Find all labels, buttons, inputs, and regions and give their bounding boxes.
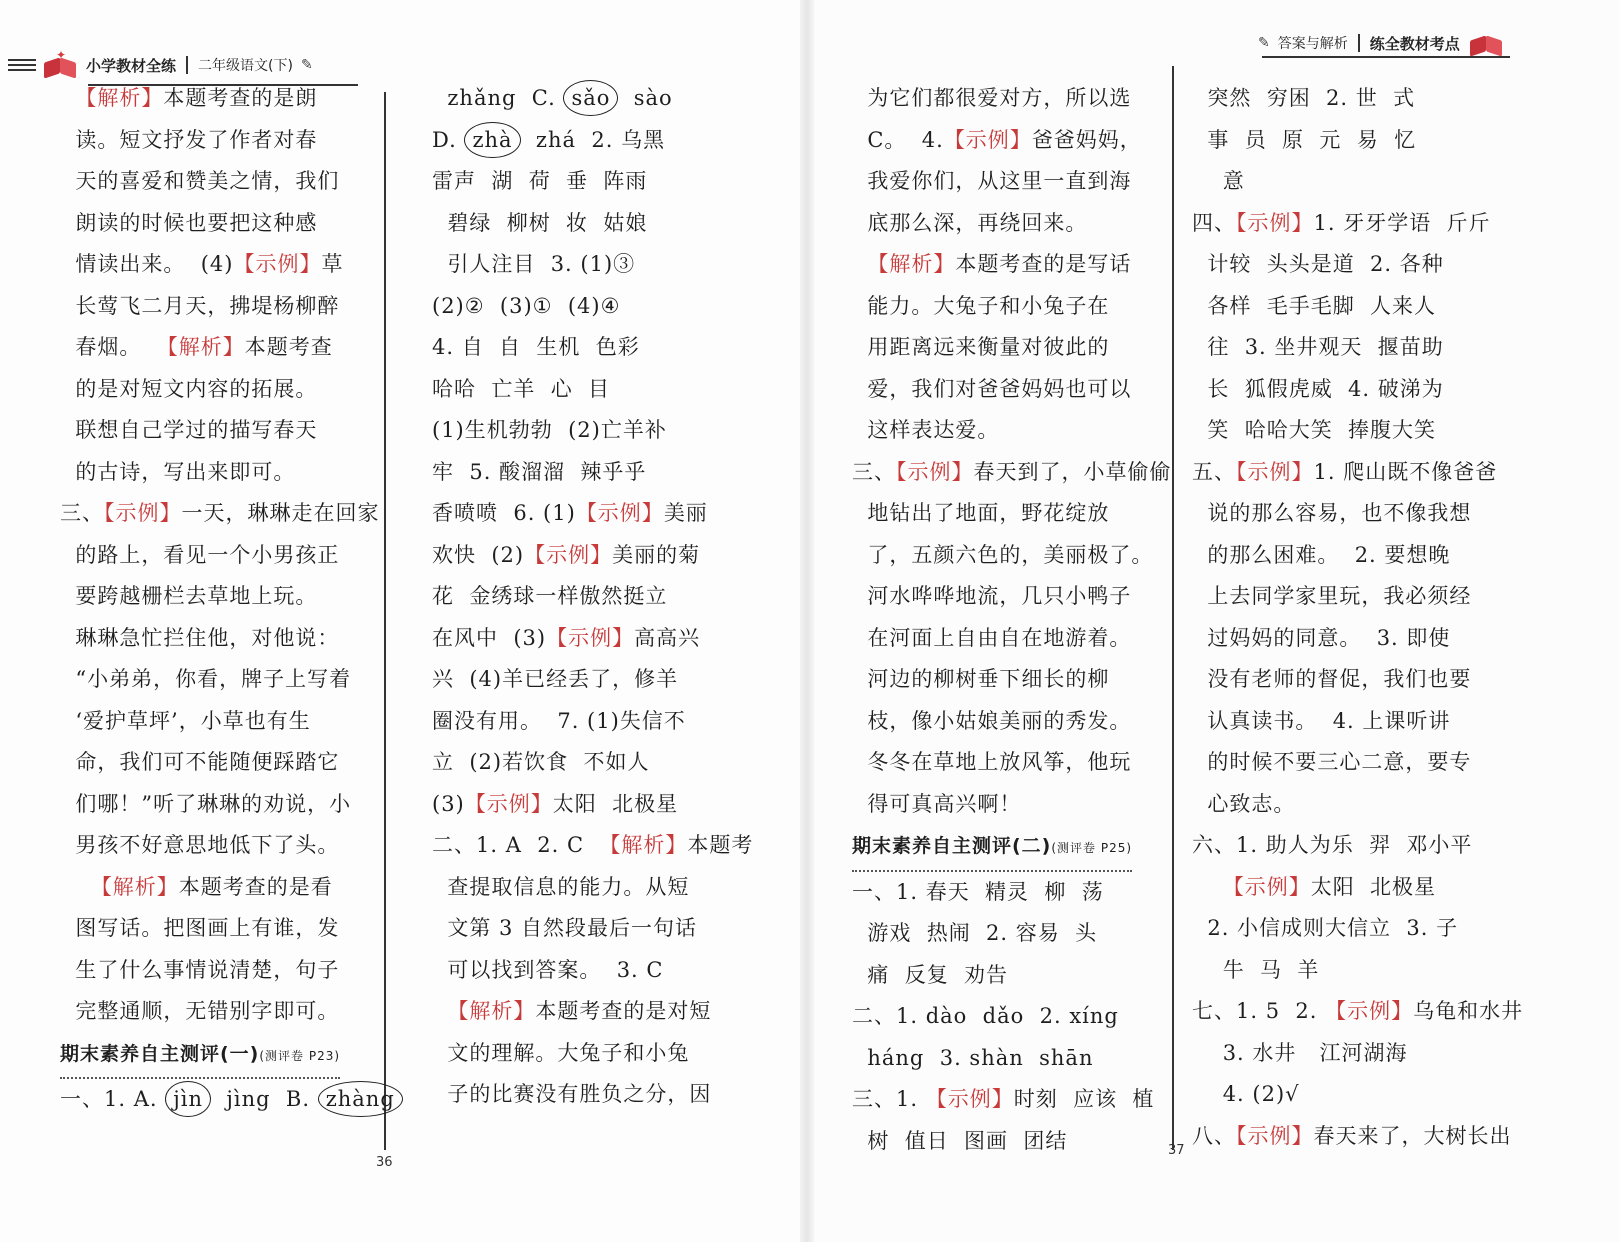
answer-line <box>1192 493 1512 535</box>
answer-line <box>1192 410 1512 452</box>
answer-text: 五、 <box>1192 459 1236 484</box>
book-logo-icon: ✦ <box>42 50 78 80</box>
answer-line <box>852 161 1170 203</box>
answer-line <box>1192 161 1512 203</box>
right-header-section: 答案与解析 <box>1277 36 1348 52</box>
answer-text: (3) <box>432 791 465 816</box>
answer-line <box>852 78 1170 120</box>
answer-line <box>852 120 1170 162</box>
answer-line <box>852 410 1170 452</box>
answer-line <box>432 78 732 120</box>
answer-line <box>432 535 732 577</box>
answer-text: 游戏 热闹 2. 容易 头 <box>852 921 1098 945</box>
page-number-right: 37 <box>1168 1143 1185 1158</box>
answer-line <box>852 996 1170 1038</box>
answer-text: 本题考查的是对短 <box>535 999 712 1023</box>
right-header-brand: 练全教材考点 <box>1369 34 1460 53</box>
answer-text: 笑 哈哈大笑 捧腹大笑 <box>1192 418 1437 442</box>
answer-line <box>852 659 1170 701</box>
pen-icon: ✎ <box>1258 35 1270 51</box>
answer-text: 们哪！”听了琳琳的劝说，小 <box>60 791 352 816</box>
answer-line <box>852 286 1170 328</box>
answer-text: 情读出来。 (4) <box>60 252 234 276</box>
answer-text: 1. 牙牙学语 斤斤 <box>1313 210 1491 235</box>
tag-label: 【示例】 <box>575 501 664 525</box>
answer-line <box>432 991 732 1033</box>
tag-label: 【示例】 <box>1236 459 1314 484</box>
answer-text: 欢快 (2) <box>432 542 525 567</box>
answer-line <box>60 410 385 452</box>
answer-text: 春烟。 <box>60 335 157 359</box>
answer-text: 的那么困难。 2. 要想晚 <box>1192 542 1451 567</box>
answer-text: 意 <box>1192 169 1245 193</box>
answer-text: 认真读书。 4. 上课听讲 <box>1192 708 1451 733</box>
answer-line <box>1192 784 1512 826</box>
right-header-rule <box>1262 56 1510 58</box>
answer-line <box>60 161 385 203</box>
circled-answer: zhà <box>464 122 520 158</box>
answer-text: 本题考查 <box>244 335 333 359</box>
answer-text: zhá 2. 乌黑 <box>520 127 666 152</box>
answer-line <box>1192 950 1512 992</box>
answer-column-1 <box>60 78 395 1121</box>
answer-text: 碧绿 柳树 妆 姑娘 <box>432 210 648 235</box>
answer-line <box>432 244 732 286</box>
tag-label: 【示例】 <box>1236 210 1314 235</box>
tag-label: 【示例】 <box>524 542 613 567</box>
answer-text: 计较 头头是道 2. 各种 <box>1192 252 1444 276</box>
answer-text: 为它们都很爱对方，所以选 <box>852 86 1132 110</box>
answer-line <box>1192 576 1512 618</box>
answer-text: 联想自己学过的描写春天 <box>60 418 318 442</box>
answer-line <box>432 286 732 328</box>
answer-text: 完整通顺，无错别字即可。 <box>60 999 340 1023</box>
answer-text: 八、 <box>1192 1123 1236 1148</box>
answer-line <box>60 701 385 743</box>
tag-label: 【解析】 <box>599 833 688 857</box>
answer-text <box>1192 875 1223 899</box>
answer-text: 的时候不要三心二意，要专 <box>1192 750 1472 774</box>
answer-text: 图写话。把图画上有谁，发 <box>60 916 340 940</box>
answer-line <box>432 410 732 452</box>
answer-text: (2)② (3)① (4)④ <box>432 293 621 318</box>
answer-line <box>1192 327 1512 369</box>
tag-label: 【解析】 <box>867 252 956 276</box>
answer-text: 底那么深，再绕回来。 <box>852 210 1088 235</box>
answer-text: 太阳 北极星 <box>1310 874 1437 899</box>
tag-label: 【示例】 <box>104 501 182 525</box>
answer-text: 雷声 湖 荷 垂 阵雨 <box>432 169 648 193</box>
answer-line <box>1192 120 1512 162</box>
page-number-left: 36 <box>376 1155 393 1170</box>
answer-line <box>432 618 732 660</box>
answer-text: 说的那么容易，也不像我想 <box>1192 501 1472 525</box>
answer-line <box>1192 286 1512 328</box>
left-header <box>8 50 313 80</box>
answer-text: 4. (2)√ <box>1192 1082 1300 1106</box>
answer-text: 读。短文抒发了作者对春 <box>60 127 318 152</box>
answer-text: 三、 <box>852 459 896 484</box>
answer-text: 过妈妈的同意。 3. 即使 <box>1192 625 1451 650</box>
answer-text: 要跨越栅栏去草地上玩。 <box>60 584 318 608</box>
answer-text: 一天，琳琳走在回家 <box>181 501 380 525</box>
answer-line <box>60 867 385 909</box>
answer-column-4 <box>1192 78 1524 1157</box>
answer-text: 1. 爬山既不像爸爸 <box>1313 459 1498 484</box>
tag-label: 【解析】 <box>447 999 536 1023</box>
answer-line <box>432 369 732 411</box>
answer-line <box>1192 618 1512 660</box>
answer-line <box>432 1074 732 1116</box>
answer-text: 本题考查的是朗 <box>163 86 318 110</box>
answer-text: 朗读的时候也要把这种感 <box>60 210 318 235</box>
answer-line <box>60 742 385 784</box>
answer-line <box>432 867 732 909</box>
answer-text: 本题考查的是写话 <box>955 252 1132 276</box>
answer-line <box>852 576 1170 618</box>
answer-text <box>852 252 867 276</box>
book-gutter <box>800 0 814 1242</box>
answer-text: 长 狐假虎威 4. 破涕为 <box>1192 376 1444 401</box>
pen-icon: ✎ <box>300 57 313 73</box>
answer-line <box>60 452 385 494</box>
answer-text: 一、1. A. <box>60 1087 166 1111</box>
section-title: 期末素养自主测评(一)(测评卷 P23) <box>60 1034 340 1080</box>
answer-text: 2. 小信成则大信立 3. 子 <box>1192 916 1459 940</box>
answer-column-2 <box>432 78 754 1116</box>
book-logo-icon <box>1468 28 1504 58</box>
answer-text: 冬冬在草地上放风筝，他玩 <box>852 750 1132 774</box>
answer-text: háng 3. shàn shān <box>852 1045 1094 1070</box>
answer-text: 三、1. <box>852 1087 926 1111</box>
answer-text: 生了什么事情说清楚，句子 <box>60 957 340 982</box>
tag-label: 【示例】 <box>925 1087 1014 1111</box>
answer-line <box>432 1033 732 1075</box>
header-separator <box>1358 34 1360 52</box>
answer-line <box>852 872 1170 914</box>
answer-text: 时刻 应该 植 <box>1013 1087 1155 1111</box>
answer-line <box>1192 742 1512 784</box>
answer-line <box>852 1038 1170 1080</box>
answer-line <box>432 327 732 369</box>
answer-text: 男孩不好意思地低下了头。 <box>60 833 340 857</box>
tag-label: 【示例】 <box>546 625 635 650</box>
answer-text: 这样表达爱。 <box>852 418 1000 442</box>
answer-line <box>60 784 385 826</box>
answer-text: 命，我们可不能随便踩踏它 <box>60 750 340 774</box>
answer-text: D. <box>432 127 465 152</box>
answer-column-3 <box>852 78 1170 1162</box>
answer-text: 的路上，看见一个小男孩正 <box>60 542 340 567</box>
answer-line <box>60 244 385 286</box>
tag-label: 【示例】 <box>1222 874 1311 899</box>
answer-text: 往 3. 坐井观天 揠苗助 <box>1192 335 1444 359</box>
answer-text: 乌龟和水井 <box>1413 999 1524 1023</box>
answer-text: 痛 反复 劝告 <box>852 962 1009 987</box>
answer-text: 树 值日 图画 团结 <box>852 1128 1068 1153</box>
answer-text: 二、1. dào dǎo 2. xíng <box>852 1004 1119 1028</box>
answer-line <box>1192 659 1512 701</box>
answer-text: 河边的柳树垂下细长的柳 <box>852 667 1110 691</box>
answer-line <box>432 120 732 162</box>
section-ref: (测评卷 P23) <box>259 1048 341 1063</box>
answer-line <box>852 452 1170 494</box>
answer-line <box>60 535 385 577</box>
answer-line <box>60 493 385 535</box>
answer-text: 上去同学家里玩，我必须经 <box>1192 584 1472 608</box>
answer-text: ‘爱护草坪’，小草也有生 <box>60 708 311 733</box>
tag-label: 【解析】 <box>156 335 245 359</box>
answer-line <box>60 1033 385 1080</box>
answer-text: 香喷喷 6. (1) <box>432 501 576 525</box>
circled-answer: zhàng <box>318 1081 403 1117</box>
answer-line <box>1192 1033 1512 1075</box>
tag-label: 【示例】 <box>464 791 553 816</box>
answer-text: 牢 5. 酸溜溜 辣乎乎 <box>432 459 647 484</box>
answer-line <box>1192 78 1512 120</box>
answer-text: 爱，我们对爸爸妈妈也可以 <box>852 376 1132 401</box>
answer-line <box>852 203 1170 245</box>
answer-line <box>1192 825 1512 867</box>
answer-line <box>60 120 385 162</box>
answer-text: 六、1. 助人为乐 羿 邓小平 <box>1192 833 1473 857</box>
answer-text: 没有老师的督促，我们也要 <box>1192 667 1472 691</box>
answer-line <box>432 659 732 701</box>
answer-text: 二、1. A 2. C <box>432 833 600 857</box>
answer-text: 哈哈 亡羊 心 目 <box>432 376 611 401</box>
tag-label: 【示例】 <box>896 459 974 484</box>
answer-text: 一、1. 春天 精灵 柳 荡 <box>852 879 1104 904</box>
answer-text <box>60 86 75 110</box>
answer-text: 河水哗哗地流，几只小鸭子 <box>852 584 1132 608</box>
answer-text: sào <box>618 86 673 110</box>
answer-line <box>60 659 385 701</box>
answer-line <box>60 327 385 369</box>
answer-line <box>432 161 732 203</box>
answer-text: zhǎng C. <box>432 86 564 110</box>
answer-text: 突然 穷困 2. 世 式 <box>1192 86 1416 110</box>
answer-text: C。 4. <box>852 127 944 152</box>
answer-text: 能力。大兔子和小兔子在 <box>852 293 1110 318</box>
answer-text: 文第 3 自然段最后一句话 <box>432 916 698 940</box>
answer-line <box>60 991 385 1033</box>
answer-text: “小弟弟，你看，牌子上写着 <box>60 667 352 691</box>
answer-line <box>1192 1074 1512 1116</box>
answer-text: 琳琳急忙拦住他，对他说： <box>60 625 340 650</box>
answer-line <box>1192 244 1512 286</box>
answer-line <box>60 618 385 660</box>
answer-text: 立 (2)若饮食 不如人 <box>432 750 650 774</box>
answer-text: 太阳 北极星 <box>552 791 679 816</box>
answer-line <box>60 825 385 867</box>
answer-line <box>60 203 385 245</box>
answer-text: 查提取信息的能力。从短 <box>432 874 690 899</box>
answer-line <box>852 825 1170 872</box>
answer-line <box>60 908 385 950</box>
answer-line <box>60 286 385 328</box>
answer-text: 枝，像小姑娘美丽的秀发。 <box>852 708 1132 733</box>
answer-text: 4. 自 自 生机 色彩 <box>432 335 640 359</box>
answer-text: 美丽 <box>663 501 708 525</box>
answer-text: 在河面上自由自在地游着。 <box>852 625 1132 650</box>
answer-line <box>432 950 732 992</box>
answer-line <box>852 535 1170 577</box>
answer-line <box>1192 203 1512 245</box>
answer-line <box>1192 369 1512 411</box>
answer-text: 得可真高兴啊！ <box>852 791 1022 816</box>
answer-line <box>852 742 1170 784</box>
left-header-subject: 二年级语文(下) <box>198 58 293 74</box>
answer-line <box>432 576 732 618</box>
tag-label: 【解析】 <box>90 874 179 899</box>
answer-text: 本题考 <box>687 833 754 857</box>
answer-text: 春天到了，小草偷偷 <box>973 459 1172 484</box>
answer-text: 在风中 (3) <box>432 625 547 650</box>
section-title: 期末素养自主测评(二)(测评卷 P25) <box>852 826 1132 872</box>
answer-text: 四、 <box>1192 210 1236 235</box>
tag-label: 【示例】 <box>1236 1123 1314 1148</box>
answer-line <box>852 327 1170 369</box>
answer-text: 七、1. 5 2. <box>1192 999 1326 1023</box>
answer-line <box>60 1079 395 1121</box>
answer-line <box>1192 452 1512 494</box>
answer-line <box>1192 991 1524 1033</box>
answer-text: 事 员 原 元 易 忆 <box>1192 127 1417 152</box>
answer-text: 的古诗，写出来即可。 <box>60 459 296 484</box>
answer-line <box>852 369 1170 411</box>
answer-line <box>60 369 385 411</box>
column-divider <box>1172 66 1174 1150</box>
answer-text: 引人注目 3. (1)③ <box>432 252 636 276</box>
answer-text: 可以找到答案。 3. C <box>432 957 664 982</box>
answer-text: 爸爸妈妈， <box>1031 127 1142 152</box>
answer-text: 子的比赛没有胜负之分，因 <box>432 1082 712 1106</box>
answer-text: 长莺飞二月天，拂堤杨柳醉 <box>60 293 340 318</box>
answer-line <box>852 1121 1170 1163</box>
section-ref: (测评卷 P25) <box>1051 841 1133 855</box>
answer-line <box>432 203 732 245</box>
left-header-brand: 小学教材全练 <box>86 56 177 75</box>
answer-text: 圈没有用。 7. (1)失信不 <box>432 708 686 733</box>
answer-line <box>852 784 1170 826</box>
answer-text <box>60 875 91 899</box>
answer-text: 我爱你们，从这里一直到海 <box>852 169 1132 193</box>
answer-text: jìng B. <box>211 1087 318 1111</box>
answer-line <box>432 452 732 494</box>
tag-label: 【示例】 <box>1325 999 1414 1023</box>
answer-line <box>852 913 1170 955</box>
answer-line <box>60 950 385 992</box>
answer-text: 3. 水井 江河湖海 <box>1192 1040 1408 1065</box>
answer-text: 心致志。 <box>1192 791 1296 816</box>
answer-line <box>60 78 385 120</box>
answer-text: 春天来了，大树长出 <box>1313 1123 1512 1148</box>
answer-text: 地钻出了地面，野花绽放 <box>852 501 1110 525</box>
answer-line <box>852 1079 1170 1121</box>
answer-text <box>432 999 447 1023</box>
answer-text: (1)生机勃勃 (2)亡羊补 <box>432 418 667 442</box>
answer-text: 文的理解。大兔子和小兔 <box>432 1040 690 1065</box>
tag-label: 【解析】 <box>75 86 164 110</box>
answer-line <box>852 955 1170 997</box>
answer-line <box>432 825 754 867</box>
answer-text: 高高兴 <box>634 625 701 650</box>
answer-text: 天的喜爱和赞美之情，我们 <box>60 169 340 193</box>
answer-line <box>1192 535 1512 577</box>
circled-answer: sǎo <box>563 80 618 116</box>
answer-line <box>432 742 732 784</box>
answer-text: 用距离远来衡量对彼此的 <box>852 335 1110 359</box>
answer-text: 本题考查的是看 <box>178 874 333 899</box>
answer-line <box>852 701 1170 743</box>
right-header <box>1250 28 1504 58</box>
header-separator <box>186 56 188 74</box>
answer-text: 兴 (4)羊已经丢了，修羊 <box>432 667 679 691</box>
answer-text: 了，五颜六色的，美丽极了。 <box>852 542 1154 567</box>
answer-text: 牛 马 羊 <box>1192 957 1320 982</box>
answer-text: 草 <box>321 252 344 276</box>
decor-lines-icon <box>8 59 36 71</box>
answer-text: 各样 毛手毛脚 人来人 <box>1192 293 1437 318</box>
answer-line <box>1192 701 1512 743</box>
circled-answer: jìn <box>165 1081 211 1117</box>
answer-text: 花 金绣球一样傲然挺立 <box>432 584 668 608</box>
answer-text: 的是对短文内容的拓展。 <box>60 376 318 401</box>
answer-line <box>1192 1116 1512 1158</box>
answer-line <box>432 701 732 743</box>
answer-line <box>1192 867 1512 909</box>
answer-text: 三、 <box>60 501 104 525</box>
answer-line <box>60 576 385 618</box>
answer-text: 美丽的菊 <box>612 542 701 567</box>
answer-line <box>852 244 1170 286</box>
answer-line <box>852 493 1170 535</box>
answer-line <box>1192 908 1512 950</box>
answer-line <box>432 908 732 950</box>
tag-label: 【示例】 <box>943 127 1032 152</box>
answer-line <box>432 493 732 535</box>
answer-line <box>852 618 1170 660</box>
answer-line <box>432 784 732 826</box>
tag-label: 【示例】 <box>233 252 322 276</box>
